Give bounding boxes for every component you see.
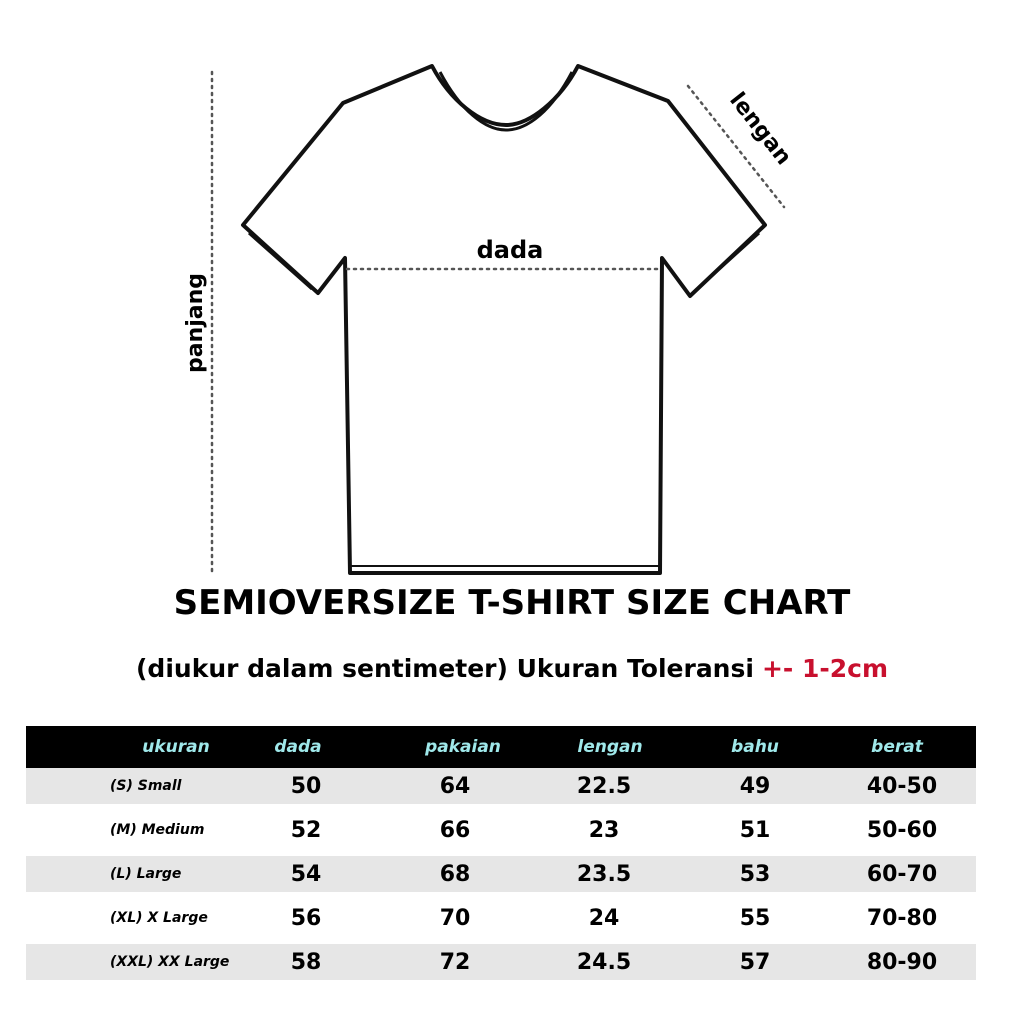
value-cell-dada: 54 [290, 861, 322, 887]
chart-subtitle [0, 654, 1024, 683]
value-cell-pakaian: 68 [439, 861, 471, 887]
value-cell-bahu: 55 [739, 905, 771, 931]
value-cell-berat: 70-80 [866, 905, 938, 931]
size-table [26, 726, 976, 988]
table-row [26, 812, 976, 856]
value-cell-dada: 58 [290, 949, 322, 975]
value-cell-bahu: 49 [739, 773, 771, 799]
value-cell-berat: 50-60 [866, 817, 938, 843]
value-cell-berat: 40-50 [866, 773, 938, 799]
table-row [26, 944, 976, 988]
value-cell-bahu: 51 [739, 817, 771, 843]
table-header [26, 726, 976, 768]
tolerance-value: +- 1-2cm [761, 654, 888, 683]
value-cell-lengan: 24 [588, 905, 620, 931]
value-cell-lengan: 23.5 [576, 861, 632, 887]
header-cell-pakaian: pakaian [425, 737, 501, 757]
size-name-cell: (S) Small [110, 778, 182, 794]
value-cell-lengan: 22.5 [576, 773, 632, 799]
chest-label: dada [476, 236, 544, 264]
value-cell-berat: 60-70 [866, 861, 938, 887]
value-cell-dada: 50 [290, 773, 322, 799]
value-cell-dada: 52 [290, 817, 322, 843]
header-cell-berat: berat [871, 737, 923, 757]
chart-title: SEMIOVERSIZE T-SHIRT SIZE CHART [173, 583, 851, 623]
value-cell-pakaian: 72 [439, 949, 471, 975]
value-cell-berat: 80-90 [866, 949, 938, 975]
table-row [26, 768, 976, 812]
size-name-cell: (L) Large [110, 866, 182, 882]
size-name-cell: (M) Medium [110, 822, 205, 838]
value-cell-bahu: 53 [739, 861, 771, 887]
value-cell-pakaian: 70 [439, 905, 471, 931]
table-row [26, 900, 976, 944]
header-cell-lengan: lengan [577, 737, 643, 757]
header-cell-dada: dada [274, 737, 322, 757]
table-row [26, 856, 976, 900]
size-name-cell: (XXL) XX Large [110, 954, 230, 970]
value-cell-lengan: 24.5 [576, 949, 632, 975]
subtitle-text: (diukur dalam sentimeter) Ukuran Toleransi [136, 654, 754, 683]
value-cell-dada: 56 [290, 905, 322, 931]
value-cell-lengan: 23 [588, 817, 620, 843]
value-cell-pakaian: 64 [439, 773, 471, 799]
header-cell-ukuran: ukuran [142, 737, 210, 757]
sleeve-label: lengan [724, 88, 796, 170]
tshirt-outline [243, 66, 765, 573]
size-name-cell: (XL) X Large [110, 910, 208, 926]
value-cell-bahu: 57 [739, 949, 771, 975]
header-cell-bahu: bahu [731, 737, 779, 757]
length-label: panjang [183, 272, 208, 374]
value-cell-pakaian: 66 [439, 817, 471, 843]
